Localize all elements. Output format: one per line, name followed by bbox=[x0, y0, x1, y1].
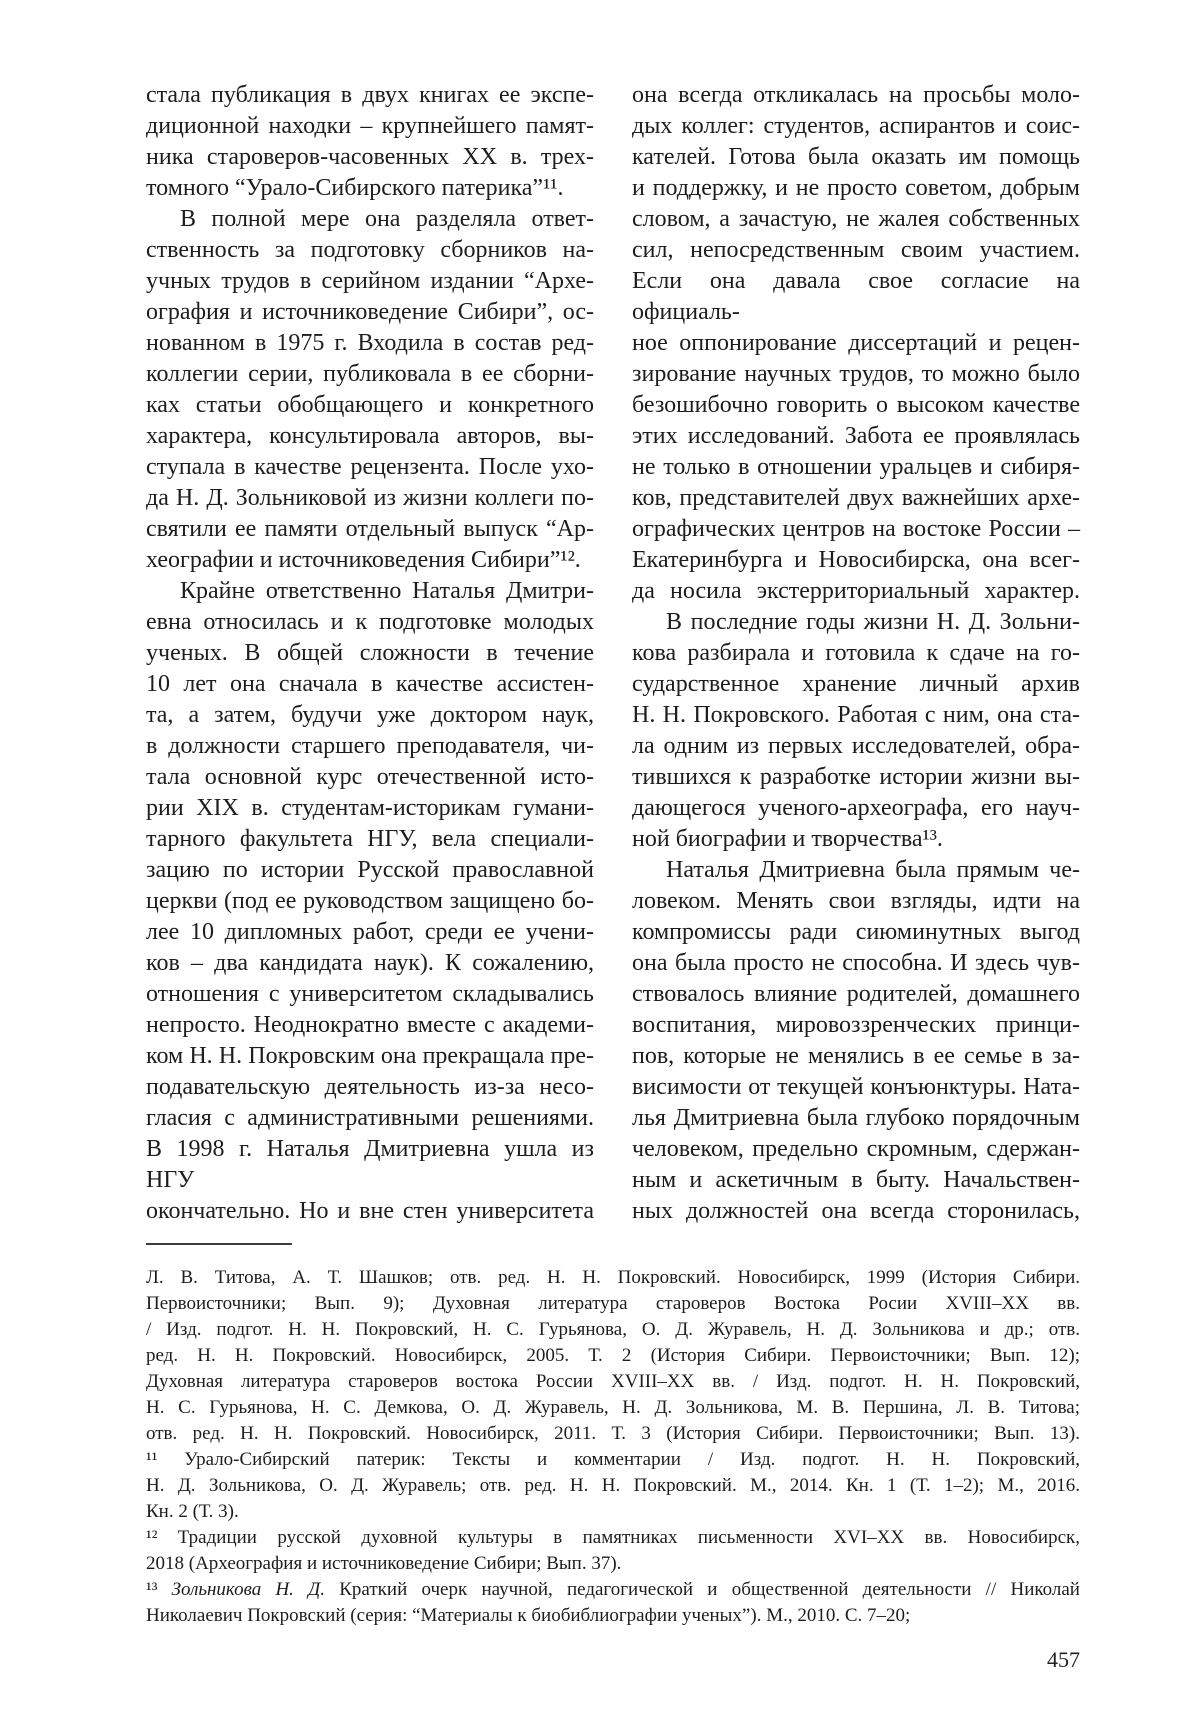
paragraph bbox=[146, 1265, 1080, 1447]
page-number: 457 bbox=[1047, 1647, 1080, 1672]
text-line: непросто. Неоднократно вместе с академи- bbox=[146, 1012, 594, 1038]
text-line: ков, представителей двух важнейших архе- bbox=[632, 485, 1080, 511]
text-line: ографических центров на востоке России – bbox=[632, 516, 1080, 542]
text-line: Наталья Дмитриевна была прямым че- bbox=[666, 857, 1080, 883]
text-line: ¹¹ Урало-Сибирский патерик: Тексты и комментарии / Изд. подгот. Н. Н. Покровский, bbox=[146, 1449, 1080, 1470]
text-line: ственность за подготовку сборников на- bbox=[146, 237, 594, 263]
text-line: / Изд. подгот. Н. Н. Покровский, Н. С. Гурьянова, О. Д. Журавель, Н. Д. Зольникова и др.; отв. bbox=[146, 1319, 1080, 1340]
body-text bbox=[146, 80, 1080, 1227]
text-line: Если она давала свое согласие на официаль- bbox=[632, 268, 1080, 325]
text-line: ное оппонирование диссертаций и рецен- bbox=[632, 330, 1080, 356]
text-line: этих исследований. Забота ее проявлялась bbox=[632, 423, 1080, 449]
paragraph bbox=[146, 576, 594, 1227]
text-line: ника староверов-часовенных XX в. трех- bbox=[146, 144, 594, 170]
paragraph bbox=[632, 80, 1080, 607]
text-line: ной биографии и творчества¹³. bbox=[632, 826, 943, 852]
text-line: тившихся к разработке истории жизни вы- bbox=[632, 764, 1080, 790]
paragraph bbox=[146, 204, 594, 576]
footnotes bbox=[146, 1265, 1080, 1629]
text-line: висимости от текущей конъюнктуры. Ната- bbox=[632, 1074, 1080, 1100]
text-line: пов, которые не менялись в ее семье в за- bbox=[632, 1043, 1080, 1069]
text-line: не только в отношении уральцев и сибиря- bbox=[632, 454, 1080, 480]
text-line: гласия с административными решениями. bbox=[146, 1105, 594, 1131]
text-line: Н. Д. Зольникова, О. Д. Журавель; отв. ред. Н. Н. Покровский. М., 2014. Кн. 1 (Т. 1–2); М., 2016. bbox=[146, 1475, 1080, 1496]
text-line: 2018 (Археография и источниковедение Сибири; Вып. 37). bbox=[146, 1553, 622, 1574]
text-line: ловеком. Менять свои взгляды, идти на bbox=[632, 888, 1080, 914]
text-line: учных трудов в серийном издании “Архе- bbox=[146, 268, 594, 294]
text-line: томного “Урало-Сибирского патерика”¹¹. bbox=[146, 175, 564, 201]
text-line: ках статьи обобщающего и конкретного bbox=[146, 392, 594, 418]
text-line: дых коллег: студентов, аспирантов и соис- bbox=[632, 113, 1080, 139]
text-line: подавательскую деятельность из-за несо- bbox=[146, 1074, 594, 1100]
left-column bbox=[146, 80, 594, 1227]
text-line: ков – два кандидата наук). К сожалению, bbox=[146, 950, 594, 976]
text-line: человеком, предельно скромным, сдержан- bbox=[632, 1136, 1080, 1162]
text-line: тала основной курс отечественной исто- bbox=[146, 764, 594, 790]
text-line: В последние годы жизни Н. Д. Зольни- bbox=[666, 609, 1080, 635]
text-line: ступала в качестве рецензента. После ухо- bbox=[146, 454, 594, 480]
text-line: хеографии и источниковедения Сибири”¹². bbox=[146, 547, 581, 573]
paragraph bbox=[632, 855, 1080, 1227]
text-line: Николаевич Покровский (серия: “Материалы к биобиблиографии ученых”). М., 2010. С. 7–20; bbox=[146, 1605, 911, 1626]
text-line: В полной мере она разделяла ответ- bbox=[180, 206, 594, 232]
text-line: да носила экстерриториальный характер. bbox=[632, 578, 1080, 604]
text-line: тарного факультета НГУ, вела специали- bbox=[146, 826, 594, 852]
text-line: ствовалось влияние родителей, домашнего bbox=[632, 981, 1080, 1007]
text-line: В 1998 г. Наталья Дмитриевна ушла из НГУ bbox=[146, 1136, 594, 1193]
text-line: отношения с университетом складывались bbox=[146, 981, 594, 1007]
text-line: она была просто не способна. И здесь чув- bbox=[632, 950, 1080, 976]
text-line: ография и источниковедение Сибири”, ос- bbox=[146, 299, 594, 325]
text-line: ком Н. Н. Покровским она прекращала пре- bbox=[146, 1043, 594, 1069]
text-line: нованном в 1975 г. Входила в состав ред- bbox=[146, 330, 594, 356]
text-line: ным и аскетичным в быту. Начальствен- bbox=[632, 1167, 1080, 1193]
text-line: сударственное хранение личный архив bbox=[632, 671, 1080, 697]
text-line: коллегии серии, публиковала в ее сборни- bbox=[146, 361, 594, 387]
text-line: стала публикация в двух книгах ее экспе- bbox=[146, 82, 594, 108]
text-line: ред. Н. Н. Покровский. Новосибирск, 2005. Т. 2 (История Сибири. Первоисточники; Вып. 12); bbox=[146, 1345, 1080, 1366]
text-line: лее 10 дипломных работ, среди ее учени- bbox=[146, 919, 594, 945]
paragraph bbox=[146, 1447, 1080, 1525]
text-line: Крайне ответственно Наталья Дмитри- bbox=[180, 578, 594, 604]
text-line: Н. Н. Покровского. Работая с ним, она ста- bbox=[632, 702, 1080, 728]
text-line: она всегда откликалась на просьбы моло- bbox=[632, 82, 1080, 108]
text-line: словом, а зачастую, не жалея собственных bbox=[632, 206, 1080, 232]
text-line: в должности старшего преподавателя, чи- bbox=[146, 733, 594, 759]
text-line: окончательно. Но и вне стен университета bbox=[146, 1198, 594, 1224]
text-line: дающегося ученого-археографа, его науч- bbox=[632, 795, 1080, 821]
text-line: церкви (под ее руководством защищено бо- bbox=[146, 888, 594, 914]
text-line: диционной находки – крупнейшего памят- bbox=[146, 113, 594, 139]
text-line: характера, консультировала авторов, вы- bbox=[146, 423, 594, 449]
text-line: да Н. Д. Зольниковой из жизни коллеги по- bbox=[146, 485, 594, 511]
text-line: и поддержку, и не просто советом, добрым bbox=[632, 175, 1080, 201]
text-line: Екатеринбурга и Новосибирска, она всег- bbox=[632, 547, 1080, 573]
text-line: ных должностей она всегда сторонилась, bbox=[632, 1198, 1080, 1224]
text-line: зацию по истории Русской православной bbox=[146, 857, 594, 883]
text-line: ла одним из первых исследователей, обра- bbox=[632, 733, 1080, 759]
text-line: святили ее памяти отдельный выпуск “Ар- bbox=[146, 516, 594, 542]
text-line: рии XIX в. студентам-историкам гумани- bbox=[146, 795, 594, 821]
text-line: воспитания, мировоззренческих принци- bbox=[632, 1012, 1080, 1038]
text-line: отв. ред. Н. Н. Покровский. Новосибирск, 2011. Т. 3 (История Сибири. Первоисточники; Вып. 13). bbox=[146, 1423, 1080, 1444]
text-line: та, а затем, будучи уже доктором наук, bbox=[146, 702, 594, 728]
footnote-separator bbox=[146, 1243, 292, 1245]
text-line: лья Дмитриевна была глубоко порядочным bbox=[632, 1105, 1080, 1131]
text-line: евна относилась и к подготовке молодых bbox=[146, 609, 594, 635]
paragraph bbox=[146, 1525, 1080, 1577]
text-line: ученых. В общей сложности в течение bbox=[146, 640, 594, 666]
text-line: сил, непосредственным своим участием. bbox=[632, 237, 1080, 263]
text-line: Кн. 2 (Т. 3). bbox=[146, 1501, 239, 1522]
right-column bbox=[632, 80, 1080, 1227]
text-line: компромиссы ради сиюминутных выгод bbox=[632, 919, 1080, 945]
text-line: 10 лет она сначала в качестве ассистен- bbox=[146, 671, 594, 697]
text-line: Н. С. Гурьянова, Н. С. Демкова, О. Д. Журавель, Н. Д. Зольникова, М. В. Першина, Л. В. Титова; bbox=[146, 1397, 1080, 1418]
text-line: Духовная литература староверов востока России XVIII–XX вв. / Изд. подгот. Н. Н. Покровский, bbox=[146, 1371, 1080, 1392]
paragraph bbox=[632, 607, 1080, 855]
paragraph bbox=[146, 80, 594, 204]
text-line: Первоисточники; Вып. 9); Духовная литература староверов Востока Росии XVIII–XX вв. bbox=[146, 1293, 1080, 1314]
text-line: ¹² Традиции русской духовной культуры в памятниках письменности XVI–XX вв. Новосибирск, bbox=[146, 1527, 1080, 1548]
text-line: безошибочно говорить о высоком качестве bbox=[632, 392, 1080, 418]
text-line: ¹³ Зольникова Н. Д. Краткий очерк научной, педагогической и общественной деятельности // Николай bbox=[146, 1579, 1080, 1600]
paragraph bbox=[146, 1577, 1080, 1629]
text-line: зирование научных трудов, то можно было bbox=[632, 361, 1080, 387]
text-line: кова разбирала и готовила к сдаче на го- bbox=[632, 640, 1080, 666]
text-line: кателей. Готова была оказать им помощь bbox=[632, 144, 1080, 170]
text-line: Л. В. Титова, А. Т. Шашков; отв. ред. Н. Н. Покровский. Новосибирск, 1999 (История Сибири. bbox=[146, 1267, 1080, 1288]
